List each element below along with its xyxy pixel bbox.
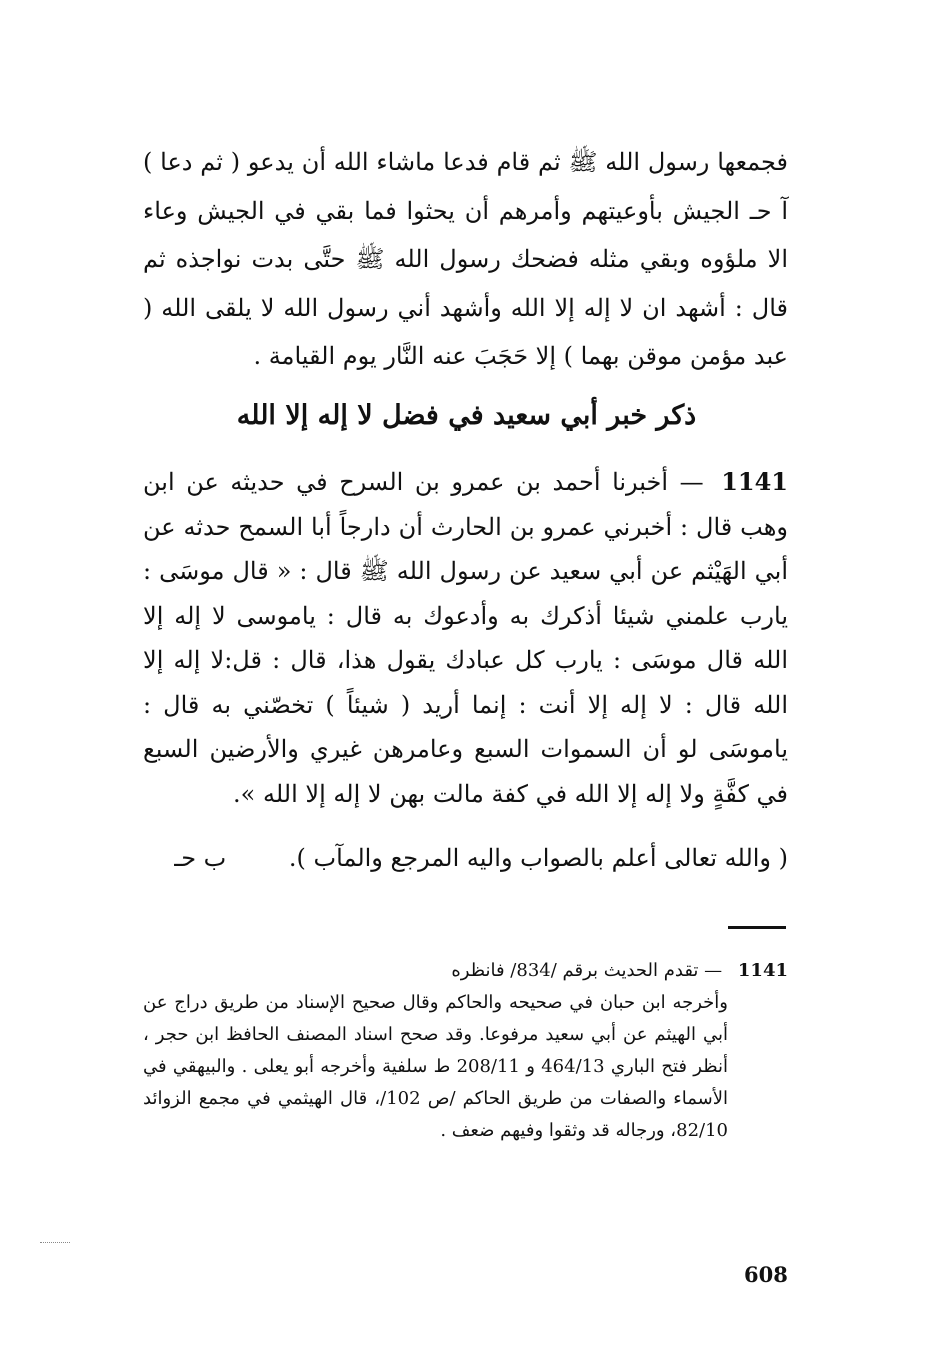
footnote-body: وأخرجه ابن حبان في صحيحه والحاكم وقال صحيح الإسناد من طريق دراج عن أبي الهيثم عن أبي سعيد مرفوعا. وقد صحح اسناد المصنف الحافظ ابن حجر ، أنظر فتح الباري 464/13 و 208/11 ط سلفية وأخرجه أبو يعلى . والبيهقي في الأسماء والصفات من طريق الحاكم /ص 102/، قال الهيثمي في مجمع الزوائد 82/10، ورجاله قد وثقوا وفيهم ضعف . (143, 992, 729, 1141)
top-paragraph: فجمعها رسول الله ﷺ ثم قام فدعا ماشاء الله أن يدعو ( ثم دعا ) آ حـ الجيش بأوعيتهم وأمرهم أن يحثوا فما بقي في الجيش وعاء الا ملؤوه وبقي مثله فضحك رسول الله ﷺ حتَّى بدت نواجذه ثم قال : أشهد ان لا إله إلا الله وأشهد أني رسول الله لا يلقى الله ( عبد مؤمن موقن بهما ) إلا حَجَبَ عنه النَّار يوم القيامة . (143, 148, 788, 370)
footnote-divider (728, 926, 786, 929)
closing-line (143, 838, 788, 878)
scan-speck (40, 1242, 70, 1243)
page-number: 608 (744, 1262, 788, 1287)
hadith-paragraph (143, 460, 788, 816)
closing-mark: ب حـ (174, 844, 227, 872)
section-heading: ذكر خبر أبي سعيد في فضل لا إله إلا الله (236, 400, 697, 431)
hadith-text: — أخبرنا أحمد بن عمرو بن السرح في حديثه عن ابن وهب قال : أخبرني عمرو بن الحارث أن دارجاً أبا السمح حدثه عن أبي الهَيْثم عن أبي سعيد عن رسول الله ﷺ قال : « قال موسَى : يارب علمني شيئا أذكرك به وأدعوك به قال : ياموسى لا إله إلا الله قال موسَى : يارب كل عبادك يقول هذا، قال : قل:لا إله إلا الله قال : لا إله إلا أنت : إنما أريد ( شيئاً ) تخصّني به قال : ياموسَى لو أن السموات السبع وعامرهن غيري والأرضين السبع في كفَّةٍ ولا إله إلا الله في كفة مالت بهن لا إله إلا الله ». (143, 468, 789, 808)
footnote-first-line (143, 955, 788, 987)
hadith-number: 1141 (721, 467, 788, 496)
footnote-line1: — تقدم الحديث برقم /834/ فانظره (451, 960, 723, 981)
footnotes (143, 955, 788, 1147)
footnote-number: 1141 (737, 960, 788, 981)
closing-text: ( والله تعالى أعلم بالصواب واليه المرجع والمآب ). (288, 844, 788, 872)
